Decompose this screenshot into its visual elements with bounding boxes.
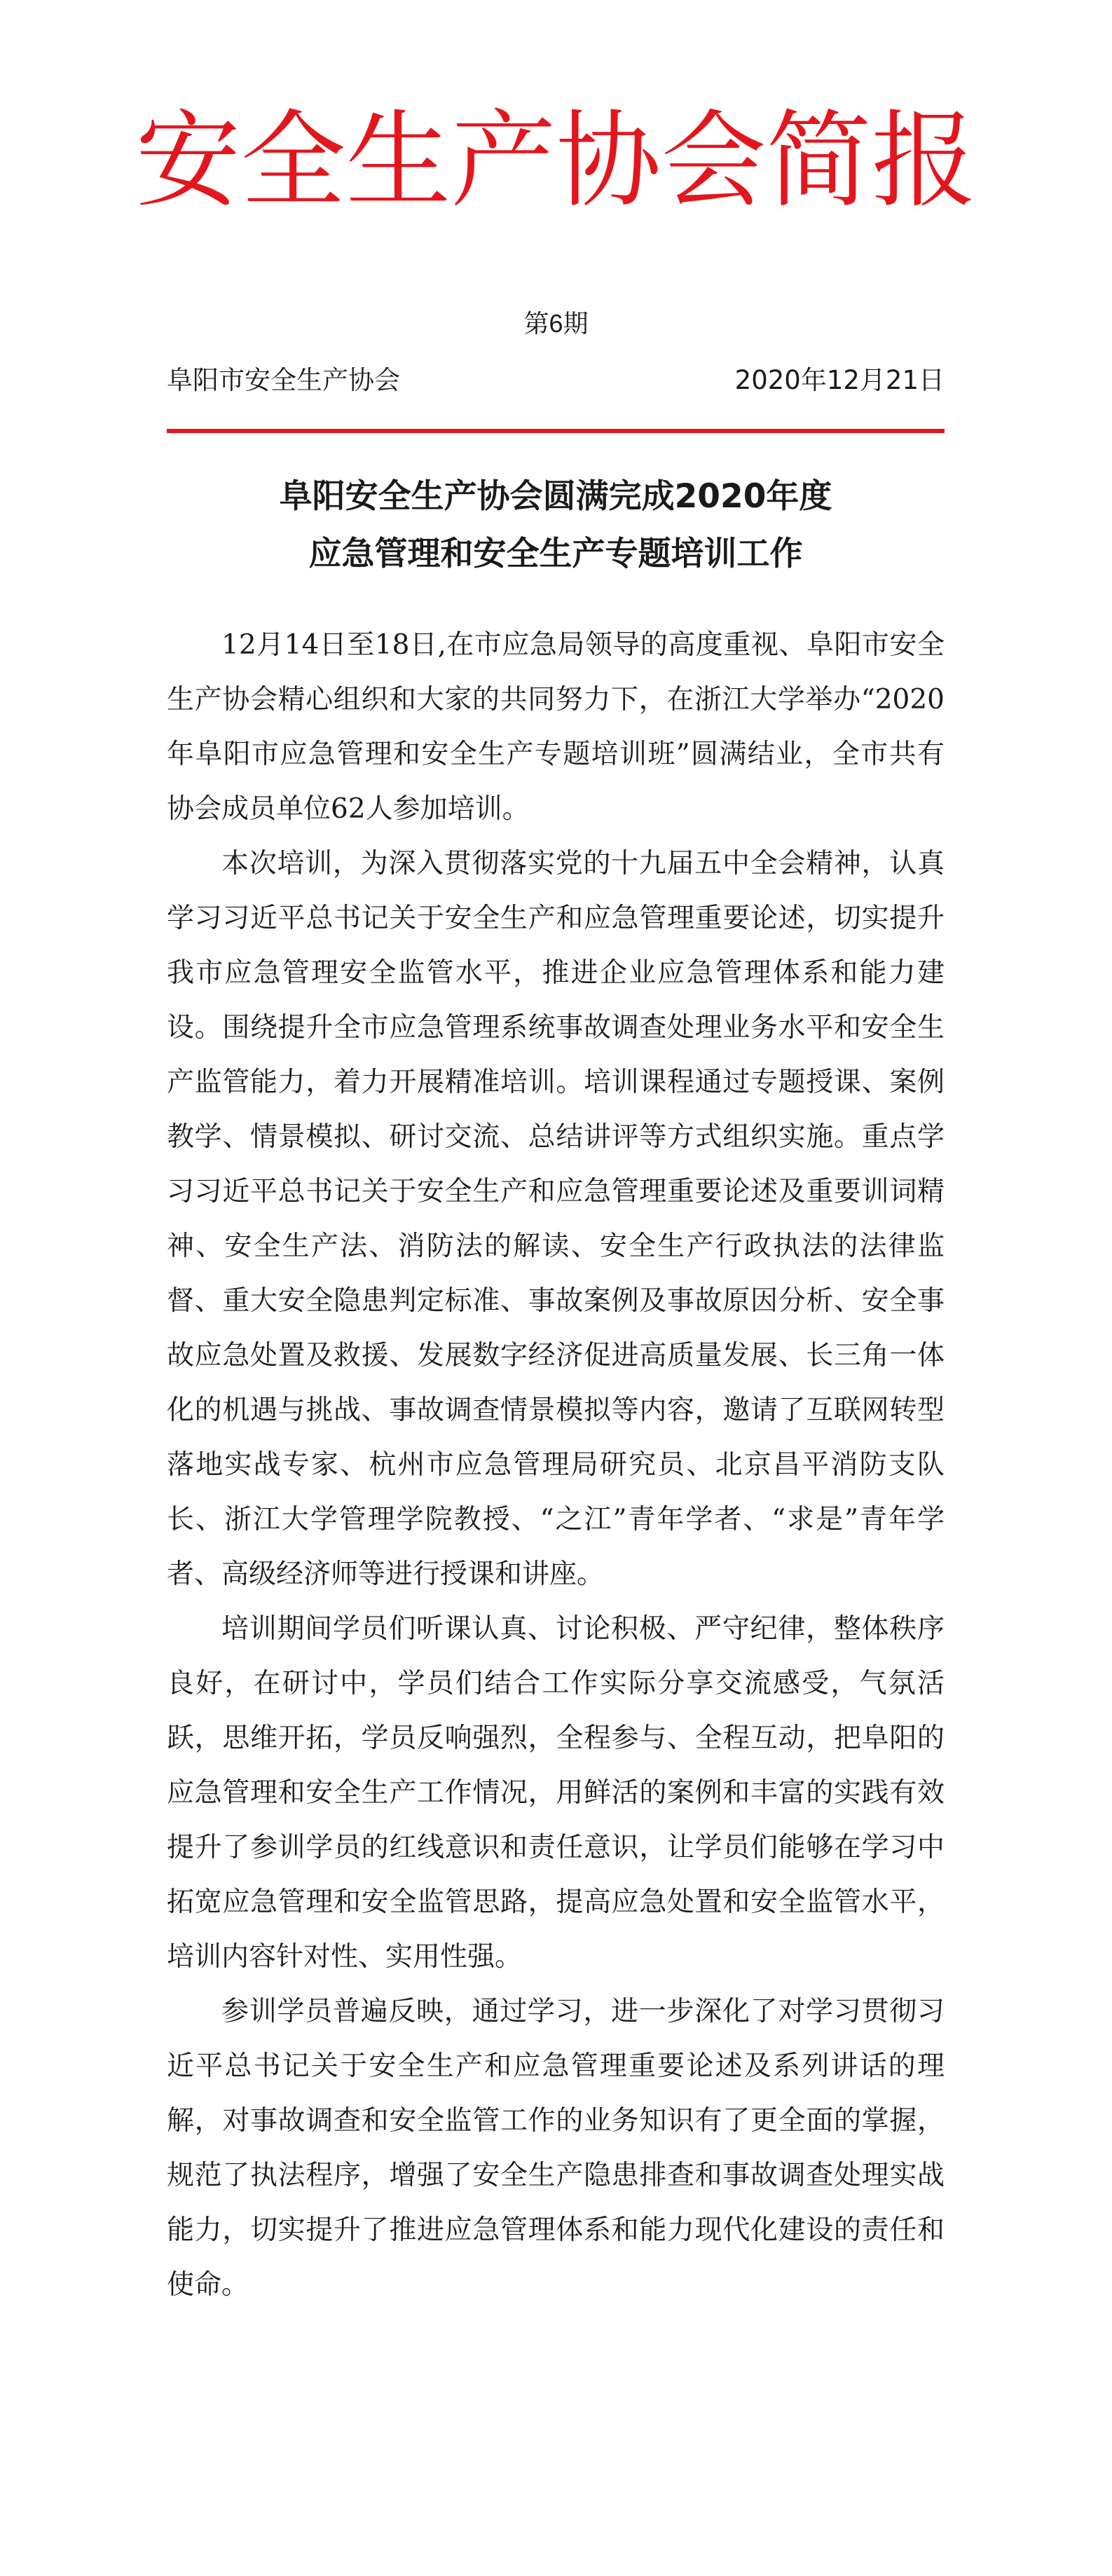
paragraph: 培训期间学员们听课认真、讨论积极、严守纪律，整体秩序良好，在研讨中，学员们结合工作实际分享交流感受，气氛活跃，思维开拓，学员反响强烈，全程参与、全程互动，把阜阳的应急管理和安全生产工作情况，用鲜活的案例和丰富的实践有效提升了参训学员的红线意识和责任意识，让学员们能够在学习中拓宽应急管理和安全监管思路，提高应急处置和安全监管水平，培训内容针对性、实用性强。	[167, 1613, 945, 1973]
issue-suffix: 期	[563, 310, 589, 338]
red-divider	[167, 429, 945, 433]
paragraph: 参训学员普遍反映，通过学习，进一步深化了对学习贯彻习近平总书记关于安全生产和应急管理重要论述及系列讲话的理解，对事故调查和安全监管工作的业务知识有了更全面的掌握，规范了执法程序，增强了安全生产隐患排查和事故调查处理实战能力，切实提升了推进应急管理体系和能力现代化建设的责任和使命。	[167, 1996, 945, 2301]
issue-number	[0, 308, 1112, 340]
paragraph: 12月14日至18日,在市应急局领导的高度重视、阜阳市安全生产协会精心组织和大家的共同努力下，在浙江大学举办“2020年阜阳市应急管理和安全生产专题培训班”圆满结业，全市共有协会成员单位62人参加培训。	[167, 629, 945, 825]
article-title-line-2: 应急管理和安全生产专题培训工作	[308, 535, 803, 573]
organization-name: 阜阳市安全生产协会	[167, 365, 400, 395]
header-info-line	[167, 364, 945, 397]
issue-prefix: 第	[523, 310, 549, 338]
issue-number-value: 6	[549, 309, 563, 338]
masthead-title: 安全生产协会简报	[135, 100, 977, 222]
paragraph: 本次培训，为深入贯彻落实党的十九届五中全会精神，认真学习习近平总书记关于安全生产和应急管理重要论述，切实提升我市应急管理安全监管水平，推进企业应急管理体系和能力建设。围绕提升全市应急管理系统事故调查处理业务水平和安全生产监管能力，着力开展精准培训。培训课程通过专题授课、案例教学、情景模拟、研讨交流、总结讲评等方式组织实施。重点学习习近平总书记关于安全生产和应急管理重要论述及重要训词精神、安全生产法、消防法的解读、安全生产行政执法的法律监督、重大安全隐患判定标准、事故案例及事故原因分析、安全事故应急处置及救援、发展数字经济促进高质量发展、长三角一体化的机遇与挑战、事故调查情景模拟等内容，邀请了互联网转型落地实战专家、杭州市应急管理局研究员、北京昌平消防支队长、浙江大学管理学院教授、“之江”青年学者、“求是”青年学者、高级经济师等进行授课和讲座。	[167, 848, 945, 1590]
article-title	[167, 468, 945, 583]
article-body	[167, 618, 945, 2313]
article-title-line-1: 阜阳安全生产协会圆满完成2020年度	[279, 477, 832, 516]
issue-date: 2020年12月21日	[734, 365, 945, 395]
